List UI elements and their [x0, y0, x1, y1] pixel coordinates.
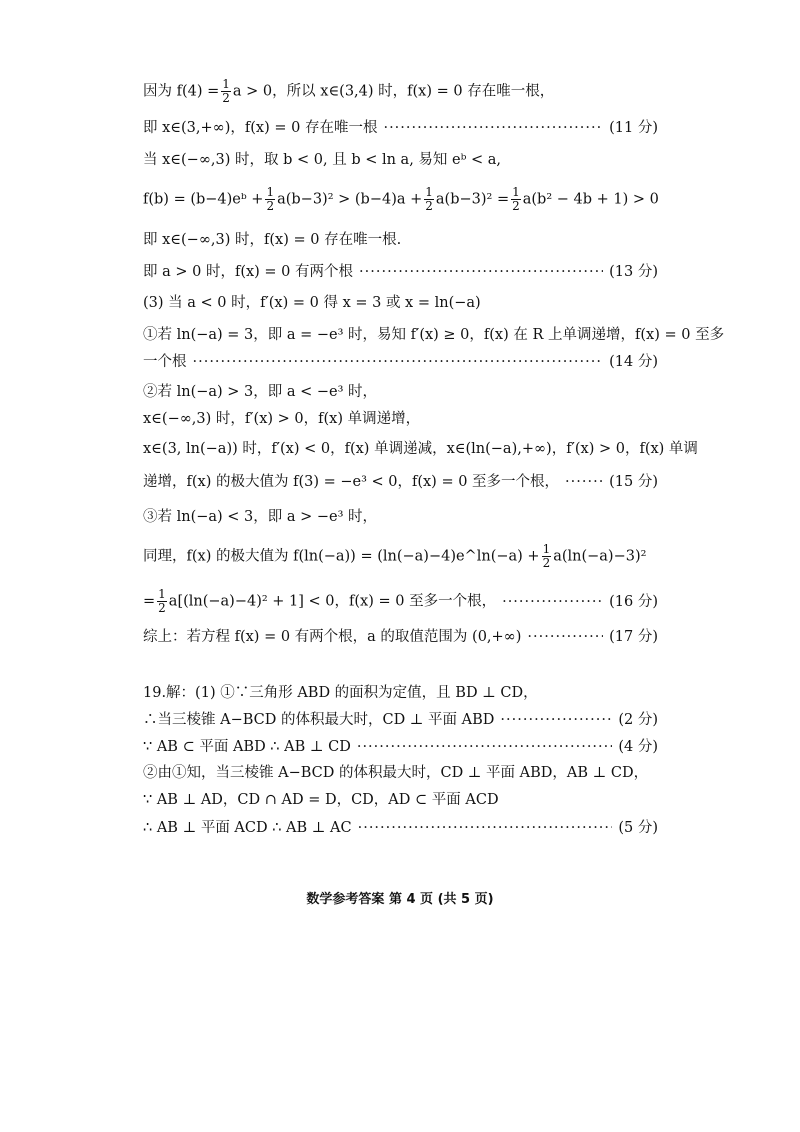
line-text: a(ln(−a)−3)²	[553, 548, 647, 565]
score-label: (17 分)	[609, 629, 658, 645]
leader-dots	[193, 352, 604, 372]
fraction-numerator: 1	[425, 185, 433, 199]
solution-line	[143, 186, 658, 213]
leader-dots	[527, 627, 603, 647]
line-text: 因为 f(4) =	[143, 83, 220, 100]
line-text: 即 a > 0 时，f(x) = 0 有两个根	[143, 264, 354, 280]
solution-line	[143, 543, 658, 570]
page-footer: 数学参考答案 第 4 页 (共 5 页)	[306, 892, 494, 907]
line-text: 综上：若方程 f(x) = 0 有两个根，a 的取值范围为 (0,+∞)	[143, 629, 522, 645]
line-text: x∈(3, ln(−a)) 时，f′(x) < 0，f(x) 单调递减，x∈(ln(−a),+∞)，f′(x) > 0，f(x) 单调	[143, 441, 698, 457]
line-text: 一个根	[143, 354, 187, 370]
line-text: 当 x∈(−∞,3) 时，取 b < 0, 且 b < ln a, 易知 eᵇ < a,	[143, 152, 502, 168]
solution-line	[143, 763, 658, 783]
solution-line	[143, 118, 658, 138]
line-text: 19.解：(1) ①∵三角形 ABD 的面积为定值，且 BD ⊥ CD，	[143, 685, 538, 701]
solution-line	[143, 230, 658, 250]
solution-line	[143, 439, 698, 459]
leader-dots	[359, 262, 603, 282]
line-text: ∴当三棱锥 A−BCD 的体积最大时，CD ⊥ 平面 ABD	[143, 712, 495, 728]
fraction-numerator: 1	[222, 77, 230, 91]
leader-dots	[383, 118, 603, 138]
score-label: (2 分)	[618, 712, 658, 728]
line-text	[143, 588, 496, 615]
solution-line	[143, 262, 658, 282]
line-text: a(b² − 4b + 1) > 0	[522, 191, 659, 208]
line-text: a[(ln(−a)−4)² + 1] < 0，f(x) = 0 至多一个根，	[168, 593, 497, 610]
fraction	[542, 543, 552, 570]
solution-line	[143, 325, 725, 345]
fraction	[265, 186, 275, 213]
leader-dots	[358, 818, 613, 838]
solution-line	[143, 507, 658, 527]
line-text: ①若 ln(−a) = 3，即 a = −e³ 时，易知 f′(x) ≥ 0，f(x) 在 R 上单调递增，f(x) = 0 至多	[143, 327, 725, 343]
line-text: 同理，f(x) 的极大值为 f(ln(−a)) = (ln(−a)−4)e^ln(−a) +	[143, 548, 540, 565]
fraction-numerator: 1	[266, 185, 275, 199]
solution-line	[143, 588, 658, 615]
solution-line	[143, 627, 658, 647]
line-text: f(b) = (b−4)eᵇ +	[143, 191, 264, 208]
score-label: (5 分)	[618, 820, 658, 836]
line-text: ∴ AB ⊥ 平面 ACD ∴ AB ⊥ AC	[143, 820, 352, 836]
line-text: 即 x∈(−∞,3) 时，f(x) = 0 存在唯一根.	[143, 232, 402, 248]
line-text: a > 0，所以 x∈(3,4) 时，f(x) = 0 存在唯一根，	[232, 83, 555, 100]
solution-line	[143, 737, 658, 757]
fraction-numerator: 1	[542, 542, 551, 556]
score-label: (16 分)	[609, 593, 658, 610]
line-text: =	[143, 593, 156, 610]
line-text: x∈(−∞,3) 时，f′(x) > 0，f(x) 单调递增，	[143, 411, 421, 427]
score-label: (14 分)	[609, 354, 658, 370]
solution-line	[143, 382, 658, 402]
solution-line	[143, 790, 658, 810]
solution-line	[143, 352, 658, 372]
solution-line	[143, 409, 658, 429]
line-text: ∵ AB ⊂ 平面 ABD ∴ AB ⊥ CD	[143, 739, 351, 755]
line-text: ②若 ln(−a) > 3，即 a < −e³ 时，	[143, 384, 378, 400]
score-label: (15 分)	[609, 474, 658, 490]
solution-line	[143, 472, 658, 492]
solution-line	[143, 78, 658, 105]
fraction-denominator: 2	[266, 199, 275, 213]
fraction-numerator: 1	[512, 185, 520, 199]
fraction-denominator: 2	[158, 601, 166, 615]
line-text: ②由①知，当三棱锥 A−BCD 的体积最大时，CD ⊥ 平面 ABD，AB ⊥ CD，	[143, 765, 649, 781]
leader-dots	[500, 710, 612, 730]
solution-line	[143, 150, 658, 170]
line-text: (3) 当 a < 0 时，f′(x) = 0 得 x = 3 或 x = ln(−a)	[143, 295, 481, 311]
score-label: (4 分)	[618, 739, 658, 755]
leader-dots	[502, 592, 603, 612]
solution-line	[143, 293, 658, 313]
fraction	[157, 588, 167, 615]
line-text: 即 x∈(3,+∞)，f(x) = 0 存在唯一根	[143, 120, 378, 136]
fraction-denominator: 2	[425, 199, 433, 213]
line-text: ③若 ln(−a) < 3，即 a > −e³ 时，	[143, 509, 378, 525]
line-text: a(b−3)² =	[435, 191, 510, 208]
score-label: (11 分)	[609, 120, 658, 136]
line-text: a(b−3)² > (b−4)a +	[277, 191, 423, 208]
line-text: 递增，f(x) 的极大值为 f(3) = −e³ < 0，f(x) = 0 至多一个根，	[143, 474, 560, 490]
line-text: ∵ AB ⊥ AD，CD ∩ AD = D，CD，AD ⊂ 平面 ACD	[143, 792, 499, 808]
leader-dots	[565, 472, 603, 492]
solution-line	[143, 683, 658, 703]
solution-line	[143, 818, 658, 838]
solution-line	[143, 710, 658, 730]
fraction	[221, 78, 231, 105]
fraction-denominator: 2	[542, 556, 551, 570]
fraction-numerator: 1	[158, 587, 166, 601]
fraction	[424, 186, 434, 213]
fraction-denominator: 2	[222, 91, 230, 105]
fraction-denominator: 2	[512, 199, 520, 213]
score-label: (13 分)	[609, 264, 658, 280]
fraction	[511, 186, 521, 213]
leader-dots	[357, 737, 613, 757]
